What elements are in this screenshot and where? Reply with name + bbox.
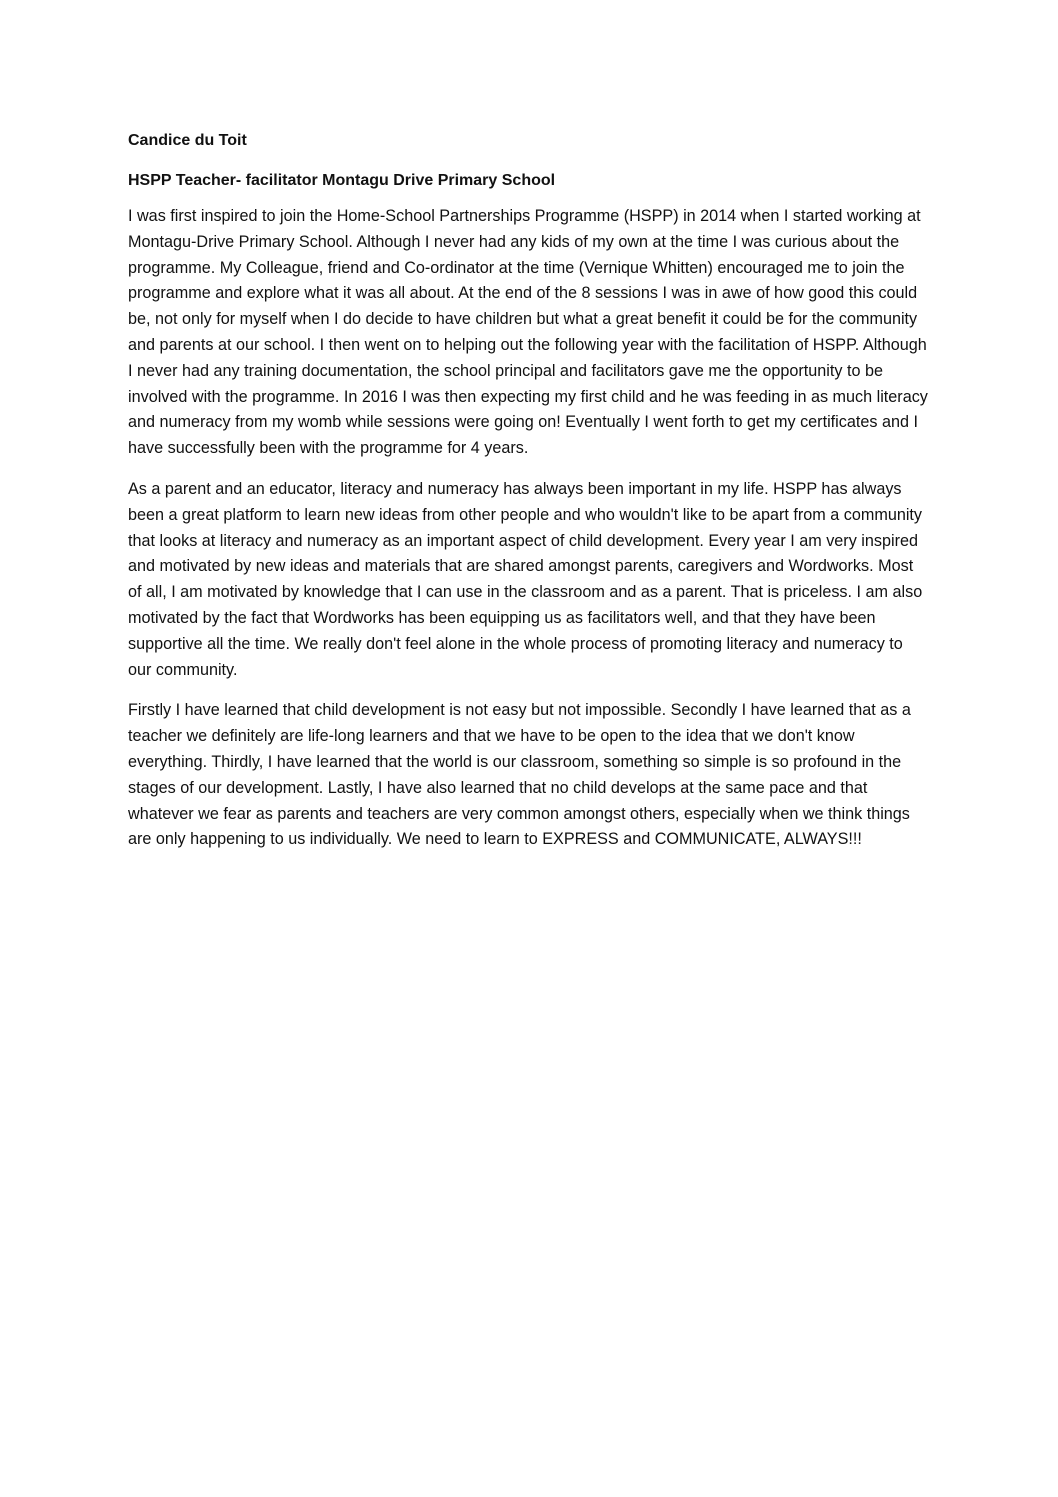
author-name: Candice du Toit xyxy=(128,132,247,149)
author-role: HSPP Teacher- facilitator Montagu Drive Primary School xyxy=(128,172,556,189)
paragraph-3: Firstly I have learned that child development is not easy but not impossible. Secondly I have learned that as a teacher we definitely are life-long learners and that we have to be open to the idea that we don't know everything. Thirdly, I have learned that the world is our classroom, something so simple is so profound in the stages of our development. Lastly, I have also learned that no child develops at the same pace and that whatever we fear as parents and teachers are very common amongst others, especially when we think things are only happening to us individually. We need to learn to EXPRESS and COMMUNICATE, ALWAYS!!! xyxy=(128,701,911,849)
paragraph-1: I was first inspired to join the Home-School Partnerships Programme (HSPP) in 2014 when I started working at Montagu-Drive Primary School. Although I never had any kids of my own at the time I was curious about the programme. My Colleague, friend and Co-ordinator at the time (Vernique Whitten) encouraged me to join the programme and explore what it was all about. At the end of the 8 sessions I was in awe of how good this could be, not only for myself when I do decide to have children but what a great benefit it could be for the community and parents at our school. I then went on to helping out the following year with the facilitation of HSPP. Although I never had any training documentation, the school principal and facilitators gave me the opportunity to be involved with the programme. In 2016 I was then expecting my first child and he was feeding in as much literacy and numeracy from my womb while sessions were going on! Eventually I went forth to get my certificates and I have successfully been with the programme for 4 years. xyxy=(128,207,928,458)
document-body xyxy=(128,130,928,868)
paragraph-2: As a parent and an educator, literacy and numeracy has always been important in my life. HSPP has always been a great platform to learn new ideas from other people and who wouldn't like to be apart from a community that looks at literacy and numeracy as an important aspect of child development. Every year I am very inspired and motivated by new ideas and materials that are shared amongst parents, caregivers and Wordworks. Most of all, I am motivated by knowledge that I can use in the classroom and as a parent. That is priceless. I am also motivated by the fact that Wordworks has been equipping us as facilitators well, and that they have been supportive all the time. We really don't feel alone in the whole process of promoting literacy and numeracy to our community. xyxy=(128,479,923,679)
